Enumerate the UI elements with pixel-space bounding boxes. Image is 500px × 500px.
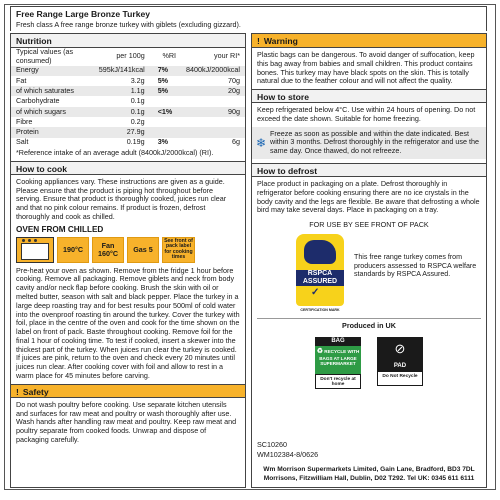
table-row xyxy=(11,76,245,86)
code-line: WM102384-8/0626 xyxy=(257,449,319,459)
manufacturer-address xyxy=(257,466,481,484)
oven-temp-conventional: 190°C xyxy=(57,237,89,263)
rspca-assured-logo xyxy=(296,234,344,306)
row-your-ri: 90g xyxy=(181,107,245,117)
certification-mark: CERTIFICATION MARK xyxy=(300,307,340,312)
product-header xyxy=(10,6,487,31)
no-recycle-icon: ⊘ xyxy=(377,337,423,361)
header-ri: %RI xyxy=(162,51,177,61)
oven-temp-fan: Fan 160°C xyxy=(92,237,124,263)
row-your-ri xyxy=(181,96,245,106)
oven-title: OVEN FROM CHILLED xyxy=(16,224,104,234)
bag-recycling-label xyxy=(315,337,361,389)
left-column xyxy=(10,33,246,488)
store-text: Keep refrigerated below 4°C. Use within 24 hours of opening. Do not exceed the date shown. Suitable for home freezing. xyxy=(257,105,476,123)
row-ri: <1% xyxy=(150,107,181,117)
freeze-info xyxy=(252,127,486,159)
oven-settings xyxy=(11,236,245,266)
store-heading: How to store xyxy=(252,89,486,103)
pad-title: PAD xyxy=(377,361,423,371)
header-per-100g: per 100g xyxy=(116,51,145,61)
exclamation-icon: ! xyxy=(16,386,19,397)
row-label: Salt xyxy=(16,137,29,147)
row-label: Protein xyxy=(11,127,94,137)
bag-dont-recycle: Don't recycle at home xyxy=(315,374,361,389)
table-row xyxy=(11,107,245,117)
row-ri xyxy=(150,117,181,127)
oven-gas-mark: Gas 5 xyxy=(127,237,159,263)
row-your-ri: 6g xyxy=(232,137,240,147)
row-ri xyxy=(150,96,181,106)
pad-recycling-label xyxy=(377,337,423,389)
table-row xyxy=(11,66,245,76)
warning-heading xyxy=(252,34,486,48)
pad-do-not-recycle: Do Not Recycle xyxy=(377,371,423,386)
row-value: 0.1g xyxy=(94,107,150,117)
address-line: Wm Morrison Supermarkets Limited, Gain Lane, Bradford, BD3 7DL xyxy=(263,466,475,473)
defrost-heading: How to defrost xyxy=(252,163,486,177)
safety-heading-label: Safety xyxy=(22,386,49,397)
safety-text: Do not wash poultry before cooking. Use separate kitchen utensils and surfaces for raw meat and poultry or wash thoroughly after use. Wash hands after handling raw meat and poultry. Keep raw meat and poultry separate from cooked foods. Unwrap and dispose of packaging carefully. xyxy=(16,399,237,444)
row-ri xyxy=(150,127,181,137)
row-label: of which saturates xyxy=(11,86,94,96)
row-value: 595kJ/141kcal xyxy=(94,66,150,76)
animals-icon xyxy=(304,240,336,264)
row-label: Fat xyxy=(16,75,27,85)
row-value: 0.2g xyxy=(130,116,145,126)
header-your-ri: your RI* xyxy=(214,51,240,61)
defrost-text: Place product in packaging on a plate. Defrost thoroughly in refrigerator before cooking ensuring there are no ice crystals in the body cavity and the legs are flexible. Be aware that defrosting a whole bird may take several days. Place in packaging on a tray. xyxy=(257,179,480,215)
row-value: 0.1g xyxy=(130,96,145,106)
rspca-area xyxy=(252,230,486,315)
row-your-ri: 20g xyxy=(181,86,245,96)
rspca-text: This free range turkey comes from producers assessed to RSPCA welfare standards by RSPCA Assured. xyxy=(354,252,477,279)
row-value: 0.19g xyxy=(126,137,145,147)
table-row xyxy=(11,127,245,137)
snowflake-icon: ❄ xyxy=(255,135,267,150)
row-your-ri: 8400kJ/2000kcal xyxy=(181,66,245,76)
row-your-ri xyxy=(181,117,245,127)
table-row xyxy=(11,138,245,148)
row-ri: 3% xyxy=(157,137,169,147)
nutrition-table xyxy=(11,48,245,148)
row-value: 3.2g xyxy=(130,75,145,85)
product-codes xyxy=(257,440,318,459)
table-header-row xyxy=(11,48,245,66)
row-label: Fibre xyxy=(16,116,33,126)
row-your-ri xyxy=(181,127,245,137)
right-column xyxy=(251,33,487,488)
bag-recycle-text xyxy=(315,346,361,374)
row-value: 27.9g xyxy=(94,127,150,137)
rspca-logo-text: RSPCA ASSURED xyxy=(296,270,344,286)
row-value: 1.1g xyxy=(94,86,150,96)
row-your-ri: 70g xyxy=(228,75,240,85)
produced-in: Produced in UK xyxy=(342,320,396,330)
table-row xyxy=(11,96,245,106)
nutrition-footnote: *Reference intake of an average adult (8400kJ/2000kcal) (RI). xyxy=(16,147,214,157)
oven-icon xyxy=(16,237,54,263)
table-row xyxy=(11,86,245,96)
exclamation-icon: ! xyxy=(257,36,260,46)
recycle-icon: ♻ xyxy=(316,348,324,356)
table-row xyxy=(11,117,245,127)
header-typical-values: Typical values (as consumed) xyxy=(16,47,74,65)
row-ri: 5% xyxy=(157,75,169,85)
cook-heading: How to cook xyxy=(11,161,245,175)
nutrition-heading: Nutrition xyxy=(11,34,245,48)
bag-title: BAG xyxy=(315,337,361,346)
cook-intro: Cooking appliances vary. These instructions are given as a guide. Please ensure that the product is piping hot throughout before serving. Ensure that product is thoroughly cooked, juices run clear and that no pink colour remains. If product is frozen, defrost thoroughly and cook as chilled. xyxy=(16,176,227,221)
warning-text: Plastic bags can be dangerous. To avoid danger of suffocation, keep this bag away from babies and small children. This product contains bones. This turkey may have black spots on the skin. This is totally natural due to the feather colour and will not affect the quality. xyxy=(257,50,475,86)
freeze-text: Freeze as soon as possible and within the date indicated. Best within 3 months. Defrost thoroughly in the refrigerator and use the same day. Once thawed, do not refreeze. xyxy=(270,128,479,156)
product-title: Free Range Large Bronze Turkey xyxy=(16,9,151,19)
row-ri: 5% xyxy=(150,86,181,96)
tick-icon: ✓ xyxy=(311,286,320,298)
row-label: Energy xyxy=(11,66,94,76)
cook-instructions: Pre-heat your oven as shown. Remove from the fridge 1 hour before cooking. Remove all packaging. Remove giblets and neck from body cavity and/or neck flap before cooking. Brush the skin with oil or melted butter, season with salt and black pepper. Place the turkey in a large deep roasting tray and for best results pour 500ml of cold water into the ovenproof roasting tin around the turkey. Cover the turkey with foil, place in the centre of the oven and cook for the time shown on the label on front of pack. Baste throughout cooking. Remove foil for the final 1 hour of cooking time. To test if cooked, insert a skewer into the thickest part of the turkey. When juices run clear the turkey is cooked. If juices are pink, return to the oven and check every 20 minutes until juices run clear. After cooking cover with foil and allow to rest in a warm place for 45 minutes before carving. xyxy=(16,265,240,380)
recycling-labels xyxy=(252,337,486,389)
product-description: Fresh class A free range bronze turkey with giblets (excluding gizzard). xyxy=(16,20,241,30)
row-label: Carbohydrate xyxy=(16,96,60,106)
row-label: of which sugars xyxy=(11,107,94,117)
address-line: Morrisons, Fitzwilliam Hall, Dublin, D02 T292. Tel UK: 0345 611 6111 xyxy=(263,474,475,482)
row-ri: 7% xyxy=(150,66,181,76)
warning-heading-label: Warning xyxy=(263,36,298,46)
code-line: SC10260 xyxy=(257,440,287,449)
use-by-text: FOR USE BY SEE FRONT OF PACK xyxy=(309,220,429,230)
safety-heading xyxy=(11,384,245,398)
oven-see-front: See front of pack label for cooking times xyxy=(162,237,195,263)
bag-recycle-text-label: RECYCLE WITH BAGS AT LARGE SUPERMARKET xyxy=(319,349,360,367)
